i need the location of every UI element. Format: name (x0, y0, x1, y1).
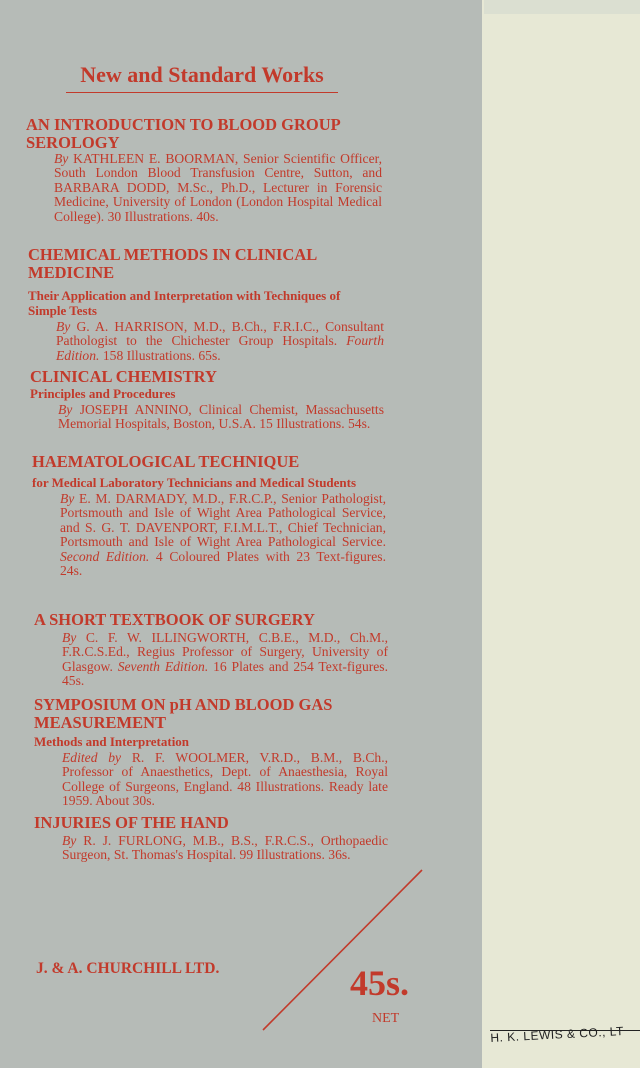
page-heading: New and Standard Works (66, 62, 338, 93)
book-edition: Fourth Edition. (56, 333, 384, 363)
book-subtitle: Their Application and Interpretation with Techniques of Simple Tests (28, 288, 341, 318)
book-text: R. J. FURLONG, M.B., B.S., F.R.C.S., Orthopaedic Surgeon, St. Thomas's Hospital. 99 Illustrations. 36s. (62, 833, 389, 863)
book-subtitle: for Medical Laboratory Technicians and Medical Students (32, 475, 357, 490)
book-tail: 16 Plates and 254 Text-figures. 45s. (62, 658, 388, 689)
book-title: INJURIES OF THE HAND (34, 813, 229, 832)
book-title: AN INTRODUCTION TO BLOOD GROUP SEROLOGY (26, 115, 340, 152)
book-title: HAEMATOLOGICAL TECHNIQUE (32, 452, 300, 471)
diagonal-line (263, 870, 422, 1030)
book-edition: Second Edition. (60, 548, 150, 564)
book-text: C. F. W. ILLINGWORTH, C.B.E., M.D., Ch.M., F.R.C.S.Ed., Regius Professor of Surgery, University of Glasgow. (62, 630, 388, 674)
book-by: By (56, 319, 71, 334)
book-text: JOSEPH ANNINO, Clinical Chemist, Massachusetts Memorial Hospitals, Boston, U.S.A. 15 Illustrations. 54s. (58, 402, 384, 432)
book-by: Edited by (62, 750, 122, 765)
book-subtitle: Methods and Interpretation (34, 734, 190, 749)
book-text: R. F. WOOLMER, V.R.D., B.M., B.Ch., Professor of Anaesthetics, Dept. of Anaesthesia, Royal College of Surgeons, England. 48 Illustrations. Ready late 1959. About 30s. (62, 750, 388, 809)
book-text: KATHLEEN E. BOORMAN, Senior Scientific Officer, South London Blood Transfusion Centre, Sutton, and BARBARA DODD, M.Sc., Ph.D., Lecturer in Forensic Medicine, University of London (London Hospital Medical College). 30 Illustrations. 40s. (54, 151, 382, 224)
book-title: SYMPOSIUM ON pH AND BLOOD GAS MEASUREMENT (34, 695, 333, 732)
book-by: By (62, 833, 77, 848)
spine-imprint: H. K. LEWIS & CO., LT (490, 1024, 625, 1045)
book-subtitle: Principles and Procedures (30, 386, 176, 401)
book-text: G. A. HARRISON, M.D., B.Ch., F.R.I.C., Consultant Pathologist to the Chichester Group Hospitals. (56, 319, 384, 349)
book-tail: 4 Coloured Plates with 23 Text-figures. 24s. (60, 548, 386, 579)
book-by: By (54, 151, 69, 166)
price: 45s. (350, 963, 410, 1003)
book-title: A SHORT TEXTBOOK OF SURGERY (34, 610, 315, 629)
book-title: CLINICAL CHEMISTRY (30, 367, 217, 386)
price-note: NET (372, 1011, 400, 1026)
book-edition: Seventh Edition. (117, 658, 209, 674)
spine-top-strip (484, 0, 640, 14)
book-spine (482, 0, 640, 1068)
book-title: CHEMICAL METHODS IN CLINICAL MEDICINE (28, 245, 317, 282)
book-by: By (58, 402, 73, 417)
book-tail: 158 Illustrations. 65s. (102, 347, 221, 363)
book-by: By (62, 630, 77, 645)
book-by: By (60, 491, 75, 506)
publisher-name: J. & A. CHURCHILL LTD. (36, 960, 220, 977)
book-text: E. M. DARMADY, M.D., F.R.C.P., Senior Pathologist, Portsmouth and Isle of Wight Area Pathological Service, and S. G. T. DAVENPORT, F.I.M.L.T., Chief Technician, Portsmouth and Isle of Wight Area Pathological Service. (60, 491, 386, 550)
